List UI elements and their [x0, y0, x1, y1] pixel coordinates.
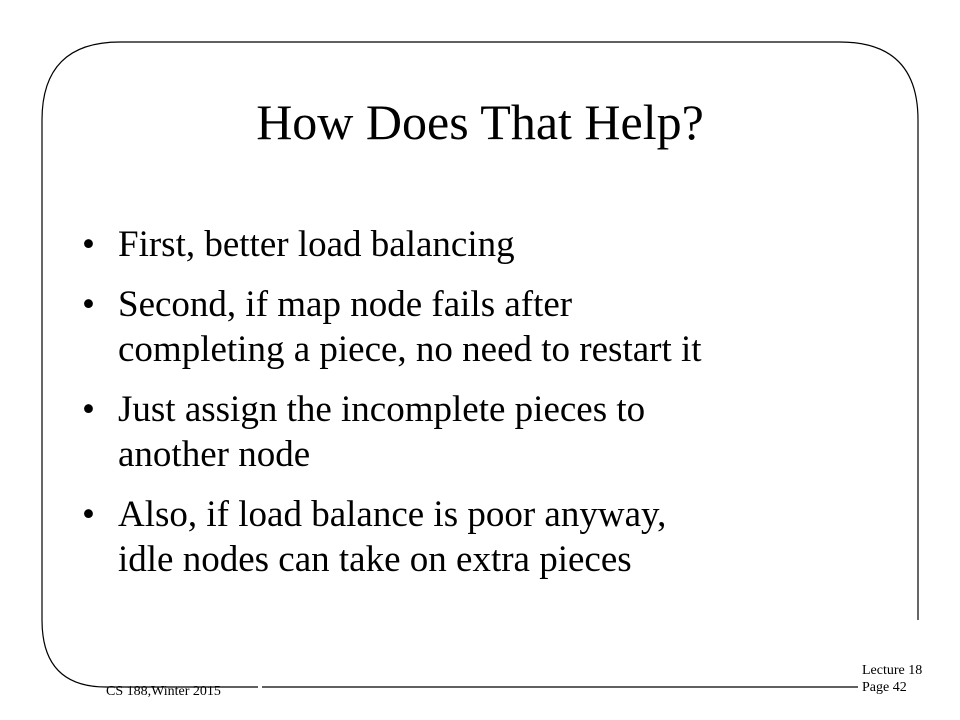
frame-bottom-left-border	[42, 620, 258, 687]
footer-course: CS 188,Winter 2015	[106, 684, 221, 699]
bullet-text-line: Also, if load balance is poor anyway,	[118, 494, 667, 535]
bullet-item	[82, 222, 912, 267]
bullet-point: •	[82, 494, 95, 535]
bullet-item	[82, 282, 912, 372]
footer-page-info	[862, 662, 922, 696]
bullet-point: •	[82, 389, 95, 430]
bullet-text-line: First, better load balancing	[118, 224, 515, 265]
bullet-text-line: idle nodes can take on extra pieces	[118, 539, 632, 580]
slide-title: How Does That Help?	[256, 94, 704, 150]
bullet-item	[82, 492, 912, 582]
bullet-text-line: Second, if map node fails after	[118, 284, 573, 325]
footer-page-number: Page 42	[862, 680, 907, 695]
bullet-text-line: completing a piece, no need to restart it	[118, 329, 702, 370]
bullet-list	[82, 222, 912, 597]
bullet-text-line: Just assign the incomplete pieces to	[118, 389, 646, 430]
bullet-text-line: another node	[118, 434, 311, 475]
bullet-item	[82, 387, 912, 477]
bullet-point: •	[82, 224, 95, 265]
footer-lecture: Lecture 18	[862, 663, 923, 678]
bullet-point: •	[82, 284, 95, 325]
